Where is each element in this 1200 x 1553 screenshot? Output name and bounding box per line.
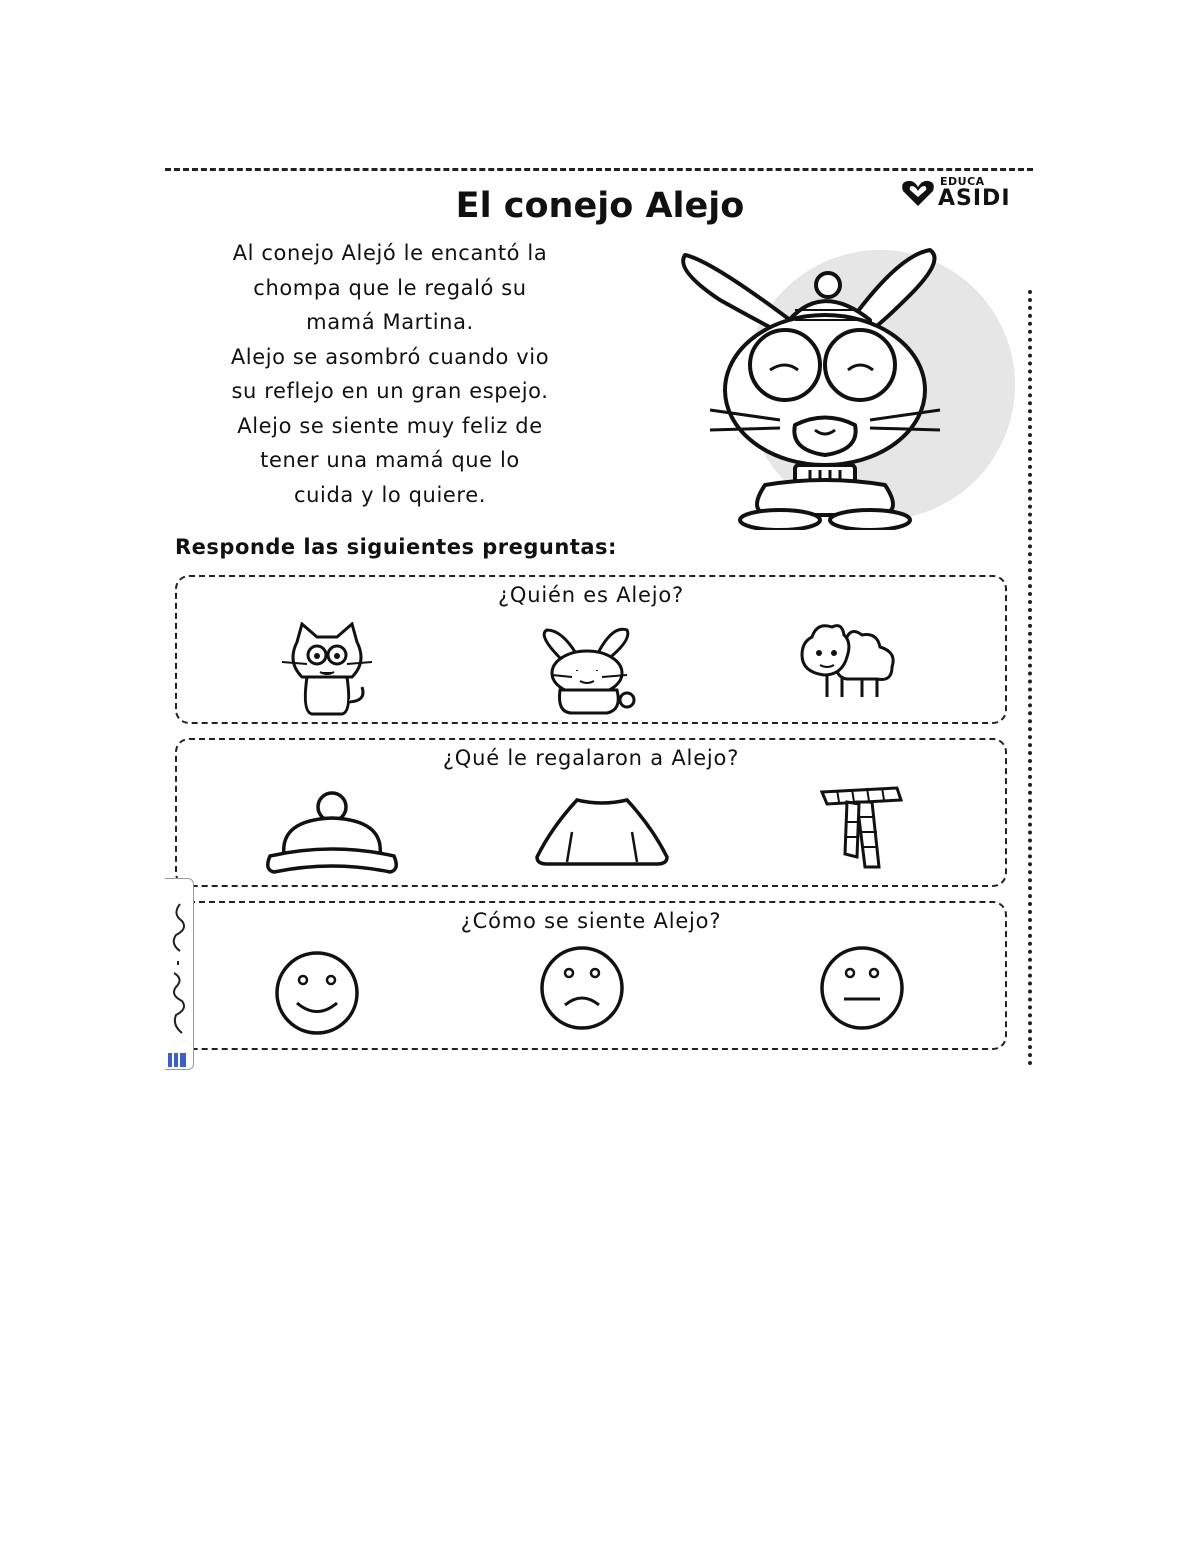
story-line: chompa que le regaló su xyxy=(253,275,527,300)
story-text xyxy=(165,236,615,512)
story-line: Alejo se asombró cuando vio xyxy=(230,344,550,369)
question-text: ¿Cómo se siente Alejo? xyxy=(460,909,722,933)
blue-mark-icon xyxy=(168,1053,186,1067)
question-box-3 xyxy=(175,901,1007,1050)
story-line: cuida y lo quiere. xyxy=(294,482,486,507)
neutral-face-option[interactable] xyxy=(817,943,907,1033)
rabbit-illustration xyxy=(670,240,1015,530)
story-line: mamá Martina. xyxy=(306,310,474,334)
story-line: Al conejo Alejó le encantó la xyxy=(232,241,548,265)
sheep-option[interactable] xyxy=(792,617,902,702)
hat-option[interactable] xyxy=(262,790,402,875)
story-line: Alejo se siente muy feliz de xyxy=(237,413,543,438)
question-box-2 xyxy=(175,738,1007,887)
cat-option[interactable] xyxy=(272,622,382,717)
story-line: su reflejo en un gran espejo. xyxy=(231,379,549,403)
sad-face-option[interactable] xyxy=(537,943,627,1033)
question-box-1 xyxy=(175,575,1007,724)
rabbit-option[interactable] xyxy=(532,625,642,715)
logo-big-text: ASIDI xyxy=(938,186,1011,211)
story-line: tener una mamá que lo xyxy=(260,448,520,472)
scarf-option[interactable] xyxy=(817,782,907,872)
instruction-text: Responde las siguientes preguntas: xyxy=(175,535,617,559)
worksheet-title: El conejo Alejo xyxy=(455,186,745,226)
right-dotted-border xyxy=(1028,290,1032,1066)
worksheet xyxy=(165,160,1035,1070)
happy-face-option[interactable] xyxy=(272,948,362,1038)
logo-small-text: EDUCA xyxy=(940,175,985,188)
handwriting-mark-icon xyxy=(168,899,190,1039)
side-tab xyxy=(165,878,194,1070)
top-dashed-border xyxy=(165,168,1033,171)
question-text: ¿Qué le regalaron a Alejo? xyxy=(442,746,740,770)
sweater-option[interactable] xyxy=(532,792,672,867)
question-text: ¿Quién es Alejo? xyxy=(497,583,684,607)
